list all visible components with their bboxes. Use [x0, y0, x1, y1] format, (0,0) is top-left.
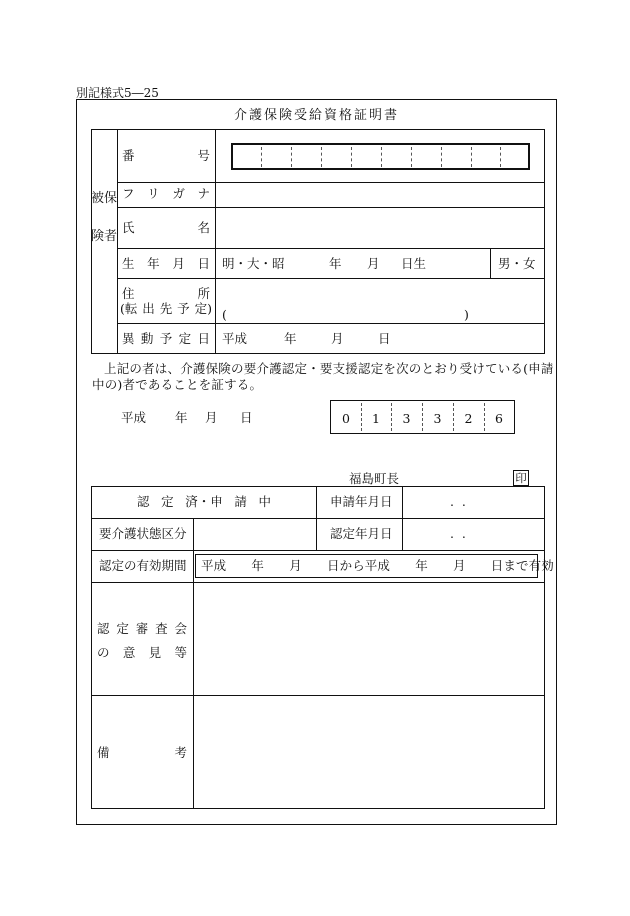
- move-day: 日: [378, 331, 391, 346]
- remarks-field[interactable]: [194, 696, 543, 807]
- issuer-name: 福島町長: [349, 471, 400, 486]
- certify-text-line2: 中の)者であることを証する。: [92, 377, 263, 392]
- address-close-paren: ): [464, 307, 469, 322]
- apply-date-value[interactable]: . .: [450, 494, 466, 509]
- insurer-digit: 6: [495, 411, 503, 426]
- remarks-label: 備 考: [97, 745, 187, 760]
- issue-year: 年: [175, 410, 188, 425]
- furigana-label: フ リ ガ ナ: [122, 186, 210, 201]
- name-field[interactable]: [216, 208, 543, 248]
- insurer-digit: 2: [464, 411, 473, 426]
- name-label: 氏 名: [122, 220, 210, 235]
- gender-select[interactable]: 男・女: [498, 256, 536, 271]
- move-era: 平成: [222, 331, 248, 346]
- birth-label: 生 年 月 日: [122, 256, 210, 271]
- cert-status-select[interactable]: 認 定 済・申 請 中: [137, 494, 271, 509]
- form-id: 別記様式5―25: [76, 86, 159, 100]
- issue-month: 月: [205, 410, 218, 425]
- address-sublabel: (転 出 先 予 定): [120, 301, 212, 316]
- apply-date-label: 申請年月日: [330, 494, 393, 509]
- cert-date-value[interactable]: . .: [450, 526, 466, 541]
- address-open-paren: (: [222, 307, 227, 322]
- issue-day: 日: [240, 410, 253, 425]
- number-label: 番 号: [122, 148, 210, 163]
- opinion-field[interactable]: [194, 583, 543, 694]
- care-level-field[interactable]: [194, 519, 315, 549]
- insurer-digit: 1: [372, 411, 380, 426]
- validity-text: 平成 年 月 日から平成 年 月 日まで有効: [201, 558, 554, 573]
- insurer-digit: 0: [342, 411, 350, 426]
- birth-era: 明・大・昭: [222, 256, 285, 271]
- birth-year: 年: [329, 256, 342, 271]
- move-month: 月: [331, 331, 344, 346]
- care-level-label: 要介護状態区分: [99, 526, 187, 541]
- opinion-label: 認 定 審 査 会 の 意 見 等: [97, 621, 187, 660]
- page-title: 介護保険受給資格証明書: [233, 108, 399, 123]
- certify-text-line1: 上記の者は、介護保険の要介護認定・要支援認定を次のとおり受けている(申請: [104, 361, 554, 376]
- move-year: 年: [284, 331, 297, 346]
- birth-day: 日生: [401, 256, 427, 271]
- issue-era: 平成: [121, 410, 147, 425]
- forward-address-field[interactable]: [230, 304, 460, 322]
- birth-month: 月: [367, 256, 380, 271]
- validity-label: 認定の有効期間: [99, 558, 187, 573]
- insurer-digit: 3: [433, 411, 442, 426]
- furigana-field[interactable]: [216, 183, 543, 207]
- insurer-digit: 3: [402, 411, 411, 426]
- insured-vertical-label: 被保険者: [91, 191, 118, 244]
- address-label: 住 所: [122, 286, 210, 301]
- cert-date-label: 認定年月日: [330, 526, 393, 541]
- address-field[interactable]: [216, 279, 543, 301]
- seal-mark: 印: [513, 470, 529, 486]
- move-date-label: 異 動 予 定 日: [122, 331, 210, 346]
